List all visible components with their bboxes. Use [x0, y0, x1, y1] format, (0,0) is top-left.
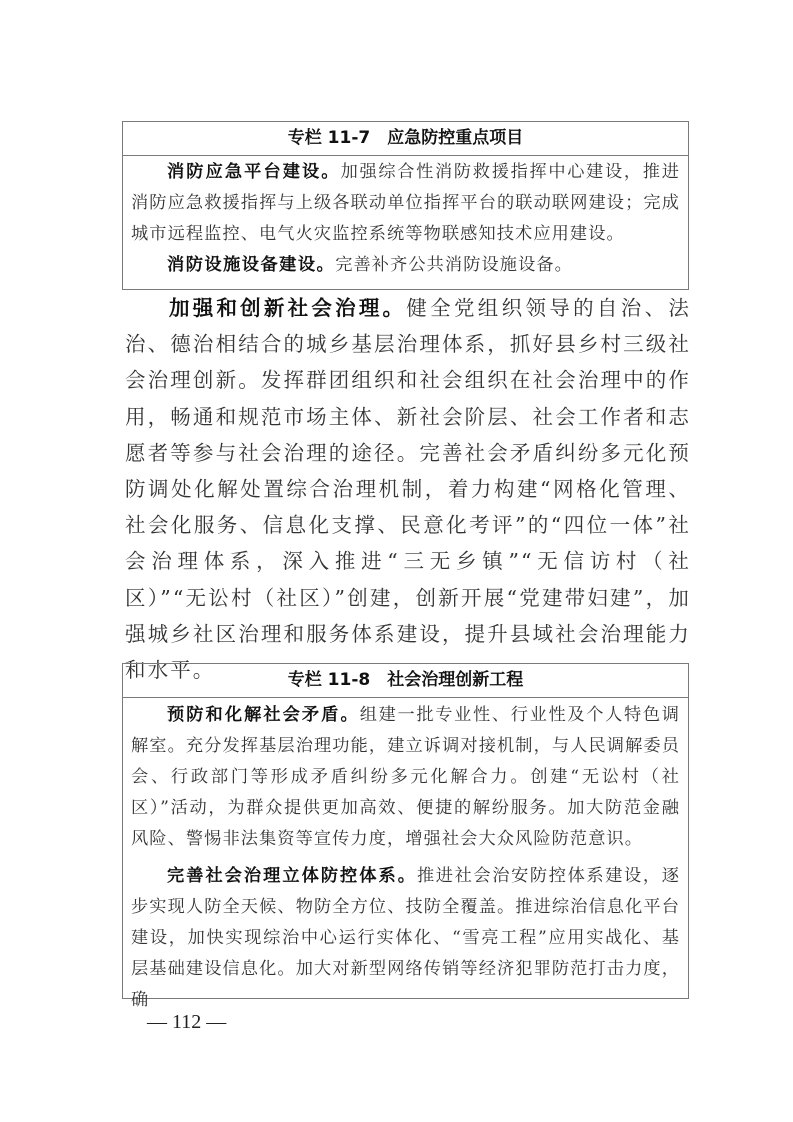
- column-body: [123, 156, 688, 281]
- column-box-11-8: [122, 663, 689, 1010]
- column-paragraph: [131, 861, 680, 1016]
- column-paragraph: [131, 157, 680, 250]
- paragraph-lead: 消防应急平台建设。: [167, 162, 341, 182]
- paragraph-text: 完善补齐公共消防设施设备。: [335, 255, 573, 275]
- column-title: 专栏 11-8 社会治理创新工程: [123, 664, 688, 698]
- paragraph-lead: 消防设施设备建设。: [167, 255, 336, 275]
- column-paragraph: [131, 700, 680, 855]
- paragraph-text: 健全党组织领导的自治、法治、德治相结合的城乡基层治理体系，抓好县乡村三级社会治理创新。发挥群团组织和社会组织在社会治理中的作用，畅通和规范市场主体、新社会阶层、社会工作者和志愿者等参与社会治理的途径。完善社会矛盾纠纷多元化预防调处化解处置综合治理机制，着力构建“网格化管理、社会化服务、信息化支撑、民意化考评”的“四位一体”社会治理体系，深入推进“三无乡镇”“无信访村（社区）”“无讼村（社区）”创建，创新开展“党建带妇建”，加强城乡社区治理和服务体系建设，提升县域社会治理能力和水平。: [125, 296, 692, 683]
- body-paragraph: [125, 290, 691, 688]
- column-paragraph: [131, 250, 680, 281]
- paragraph-lead: 完善社会治理立体防控体系。: [167, 866, 417, 886]
- paragraph-text: 加强综合性消防救援指挥中心建设，推进消防应急救援指挥与上级各联动单位指挥平台的联动联网建设；完成城市远程监控、电气火灾监控系统等物联感知技术应用建设。: [131, 162, 680, 244]
- page-number: — 112 —: [147, 1011, 227, 1033]
- paragraph-text: 组建一批专业性、行业性及个人特色调解室。充分发挥基层治理功能，建立诉调对接机制，与人民调解委员会、行政部门等形成矛盾纠纷多元化解合力。创建“无讼村（社区）”活动，为群众提供更加高效、便捷的解纷服务。加大防范金融风险、警惕非法集资等宣传力度，增强社会大众风险防范意识。: [131, 705, 680, 849]
- paragraph-text: 推进社会治安防控体系建设，逐步实现人防全天候、物防全方位、技防全覆盖。推进综治信息化平台建设，加快实现综治中心运行实体化、“雪亮工程”应用实战化、基层基础建设信息化。加大对新型网络传销等经济犯罪防范打击力度，确: [131, 866, 680, 1010]
- paragraph-lead: 预防和化解社会矛盾。: [167, 705, 360, 725]
- paragraph-lead: 加强和创新社会治理。: [169, 296, 407, 320]
- column-box-11-7: [122, 121, 689, 290]
- column-body: [123, 698, 688, 1016]
- column-title: 专栏 11-7 应急防控重点项目: [123, 122, 688, 156]
